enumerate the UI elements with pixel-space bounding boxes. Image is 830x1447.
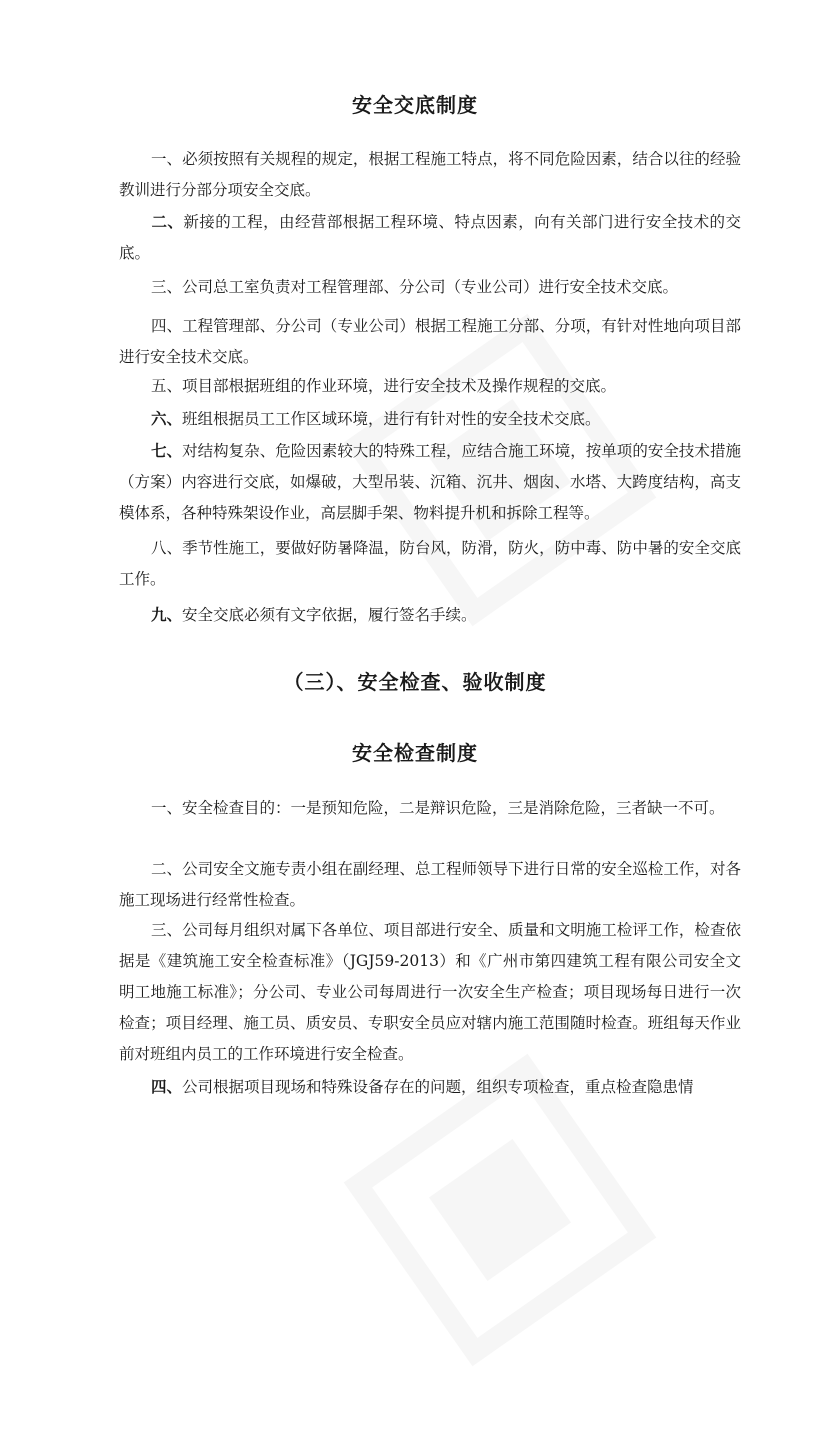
item-text: 班组根据员工工作区域环境，进行有针对性的安全技术交底。 — [182, 410, 601, 428]
section-title-inspection-acceptance: （三）、安全检查、验收制度 — [283, 670, 547, 694]
item-number: 三、 — [151, 278, 183, 296]
item-number: 四、 — [151, 317, 183, 335]
paragraph-s1-9 — [119, 599, 741, 631]
item-number: 二、 — [151, 860, 183, 878]
paragraph-s1-6 — [119, 403, 741, 435]
item-text: 必须按照有关规程的规定，根据工程施工特点，将不同危险因素，结合以往的经验教训进行分部分项安全交底。 — [119, 150, 741, 199]
item-number: 七、 — [151, 441, 183, 460]
item-number: 六、 — [151, 409, 183, 428]
item-text: 公司根据项目现场和特殊设备存在的问题，组织专项检查，重点检查隐患情 — [182, 1078, 694, 1096]
item-text: 公司安全文施专责小组在副经理、总工程师领导下进行日常的安全巡检工作，对各施工现场进行经常性检查。 — [119, 860, 741, 909]
item-text: 公司每月组织对属下各单位、项目部进行安全、质量和文明施工检评工作，检查依据是《建筑施工安全检查标准》（JGJ59-2013）和《广州市第四建筑工程有限公司安全文明工地施工标准》；分公司、专业公司每周进行一次安全生产检查；项目现场每日进行一次检查；项目经理、施工员、质安员、专职安全员应对辖内施工范围随时检查。班组每天作业前对班组内员工的工作环境进行安全检查。 — [119, 921, 741, 1063]
item-text: 项目部根据班组的作业环境，进行安全技术及操作规程的交底。 — [182, 377, 617, 395]
paragraph-s1-2 — [119, 206, 741, 269]
item-number: 三、 — [151, 921, 183, 939]
paragraph-s2-1 — [119, 793, 741, 824]
item-text: 工程管理部、分公司（专业公司）根据工程施工分部、分项，有针对性地向项目部进行安全技术交底。 — [119, 317, 741, 366]
item-number: 四、 — [151, 1077, 183, 1096]
paragraph-s1-1 — [119, 144, 741, 206]
paragraph-s1-5 — [119, 371, 741, 402]
item-number: 八、 — [151, 539, 183, 557]
item-text: 安全检查目的：一是预知危险，二是辩识危险，三是消除危险，三者缺一不可。 — [182, 799, 725, 817]
item-number: 一、 — [151, 799, 183, 817]
doc-title-safety-inspection: 安全检查制度 — [352, 741, 478, 765]
paragraph-s2-2 — [119, 854, 741, 916]
item-number: 五、 — [151, 377, 183, 395]
item-number: 一、 — [151, 150, 183, 168]
doc-title-safety-briefing: 安全交底制度 — [352, 93, 478, 117]
item-text: 公司总工室负责对工程管理部、分公司（专业公司）进行安全技术交底。 — [182, 278, 679, 296]
paragraph-s1-4 — [119, 311, 741, 373]
paragraph-s2-3 — [119, 915, 741, 1070]
item-text: 对结构复杂、危险因素较大的特殊工程，应结合施工环境，按单项的安全技术措施（方案）内容进行交底，如爆破，大型吊装、沉箱、沉井、烟囱、水塔、大跨度结构，高支模体系，各种特殊架设作业，高层脚手架、物料提升机和拆除工程等。 — [119, 442, 741, 522]
paragraph-s2-4 — [119, 1071, 741, 1103]
item-text: 季节性施工，要做好防暑降温，防台风，防滑，防火，防中毒、防中暑的安全交底工作。 — [119, 539, 741, 588]
paragraph-s1-8 — [119, 533, 741, 595]
item-text: 新接的工程，由经营部根据工程环境、特点因素，向有关部门进行安全技术的交底。 — [119, 213, 741, 262]
item-text: 安全交底必须有文字依据，履行签名手续。 — [182, 606, 477, 624]
paragraph-s1-7 — [119, 435, 741, 529]
item-number: 九、 — [151, 605, 183, 624]
item-number: 二、 — [151, 212, 184, 231]
paragraph-s1-3 — [119, 272, 741, 303]
